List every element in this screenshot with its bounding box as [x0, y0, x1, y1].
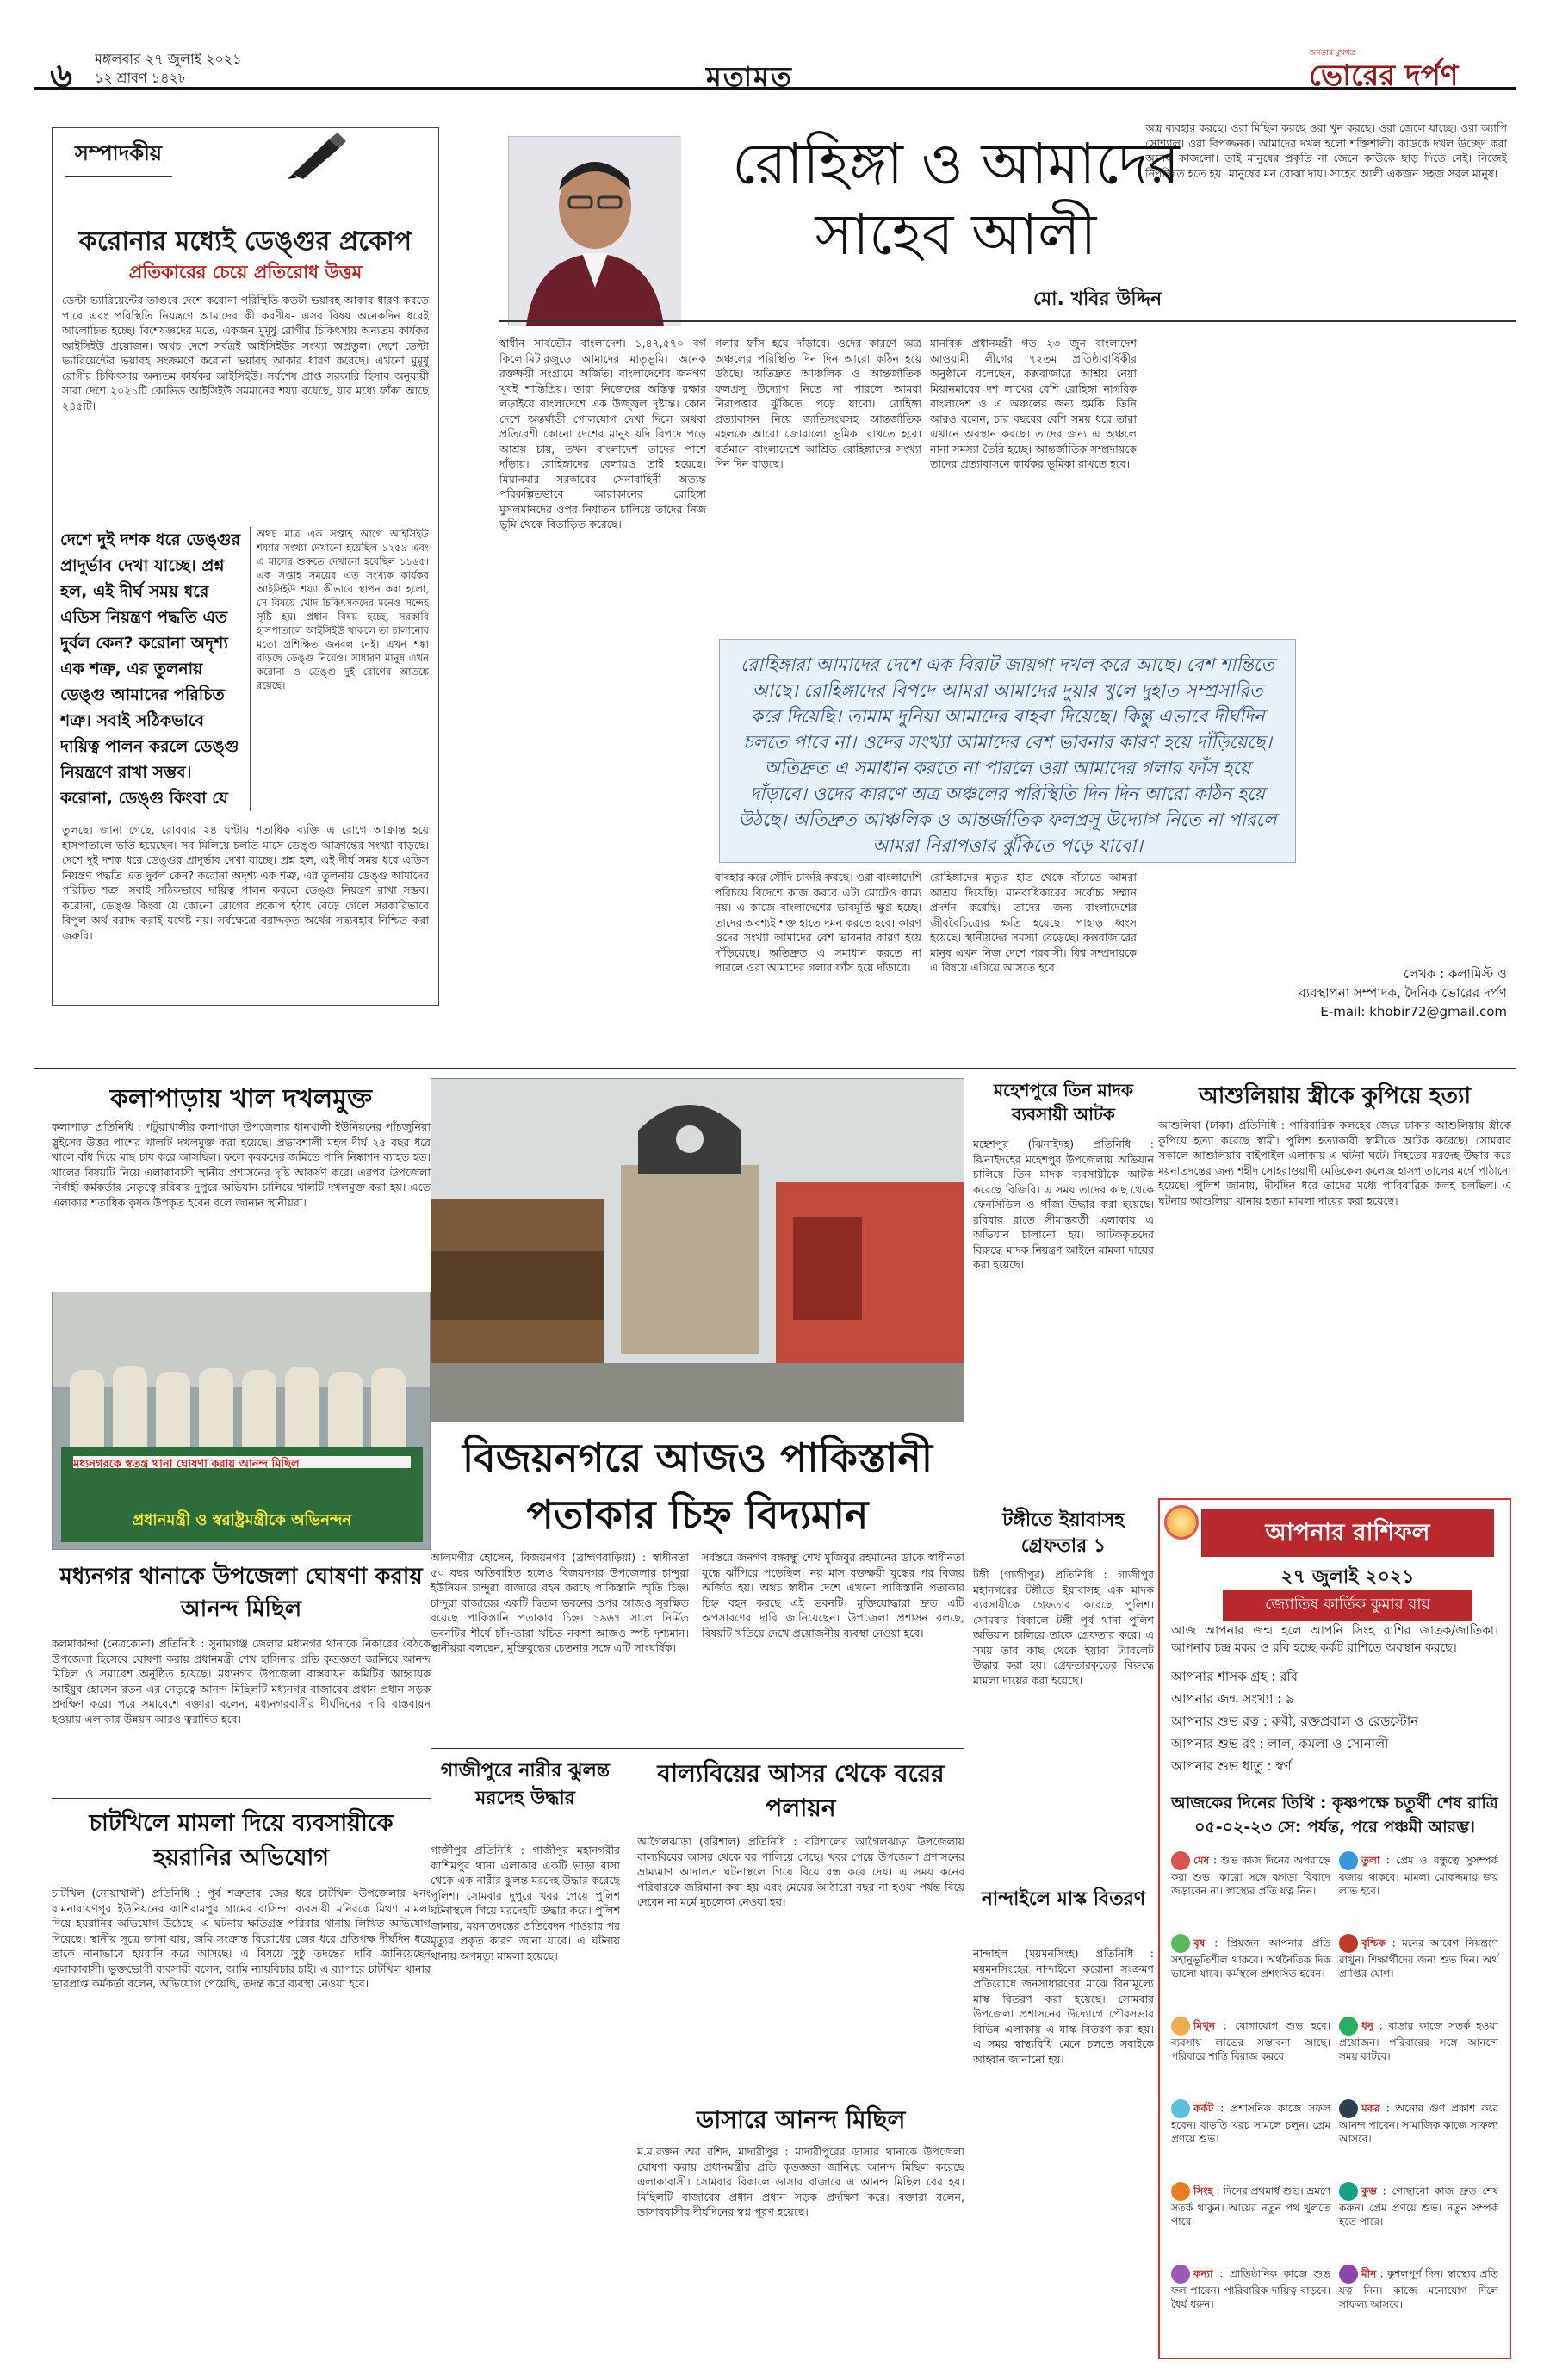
divider	[34, 1068, 1516, 1069]
rashifal-info-row: আপনার শুভ রত্ন : রুবী, রক্তপ্রবাল ও রেডস্টোন	[1171, 1714, 1419, 1729]
bijoynagar-col-2: সর্বস্তরে জনগণ বঙ্গবন্ধু শেখ মুজিবুর রহমানের ডাকে স্বাধীনতা যুদ্ধে ঝাঁপিয়ে পড়েছিল। নয় মাস রক্তক্ষয়ী যুদ্ধের পর বিজয় অর্জিত হয়। অথচ স্বাধীন দেশে এখনো পাকিস্তানি পতাকার চিহ্ন বহন করছে এই ভবনটি। মুক্তিযোদ্ধারা দ্রুত এটি অপসারণের দাবি জানিয়েছেন। উপজেলা প্রশাসন বলছে, বিষয়টি খতিয়ে দেখে প্রয়োজনীয় ব্যবস্থা নেওয়া হবে।	[702, 1551, 964, 1639]
header-date	[95, 50, 242, 88]
opinion-col-2: গলার ফাঁস হয়ে দাঁড়াবে। ওদের কারণে অত্র অঞ্চলের পরিস্থিতি দিন দিন আরো কঠিন হয়ে উঠছে। অতিদ্রুত আঞ্চলিক ও আন্তর্জাতিক ফলপ্রসূ উদ্যোগ নিতে না পারলে আমরা নিরাপত্তার ঝুঁকিতে পড়ে যাবো। রোহিঙ্গা প্রত্যাবাসন নিয়ে জাতিসংঘসহ আন্তর্জাতিক মহলকে আরো জোরালো ভূমিকা রাখতে হবে। বর্তমানে বাংলাদেশে আশ্রিত রোহিঙ্গাদের সংখ্যা দিন দিন বাড়ছে।	[715, 337, 921, 470]
masthead-name: ভোরের দর্পণ	[1309, 59, 1459, 93]
sagittarius-icon	[1339, 2017, 1358, 2036]
opinion-byline: মো. খবির উদ্দিন	[1033, 288, 1162, 310]
rashifal-astrologer: জ্যোতিষ কার্তিক কুমার রায়	[1223, 1590, 1472, 1621]
opinion-headline-line2: সাহেব আলী	[815, 201, 1097, 268]
opinion-headline	[689, 129, 1223, 270]
section-title: মতামত	[706, 60, 793, 93]
bijoynagar-photo	[431, 1078, 964, 1422]
editorial-body-3: তুলছে। জানা গেছে, রোববার ২৪ ঘণ্টায় শতাধিক ব্যক্তি এ রোগে আক্রান্ত হয়ে হাসপাতালে ভর্তি হয়েছেন। সব মিলিয়ে চলতি মাসে ডেঙ্গু আক্রান্তের সংখ্যা বাড়ছে। দেশে দুই দশক ধরে ডেঙ্গুর প্রাদুর্ভাব দেখা যাচ্ছে। প্রশ্ন হল, এই দীর্ঘ সময় ধরে এডিস নিয়ন্ত্রণ পদ্ধতি এত দুর্বল কেন? করোনা অদৃশ্য এক শত্রু, এর তুলনায় ডেঙ্গু আমাদের পরিচিত শত্রু। সবাই সঠিকভাবে দায়িত্ব পালন করলে ডেঙ্গু নিয়ন্ত্রণ রাখা সম্ভব। করোনা, ডেঙ্গু কিংবা যে কোনো রোগের প্রকোপ হঠাৎ বেড়ে গেলে সরকারিভাবে বিপুল অর্থ বরাদ্দ করাই যথেষ্ট নয়। সর্বক্ষেত্রে বরাদ্দকৃত অর্থের সদ্ব্যবহার নিশ্চিত করা জরুরি।	[62, 823, 429, 942]
opinion-col-1: স্বাধীন সার্বভৌম বাংলাদেশ। ১,৪৭,৫৭০ বর্গ কিলোমিটারজুড়ে আমাদের মাতৃভূমি। অনেক রক্তক্ষয়ী সংগ্রামে অর্জিত। বাংলাদেশের জনগণ খুবই শান্তিপ্রিয়। তারা নিজেদের অস্তিত্ব রক্ষার লড়াইয়ে বাংলাদেশে এক উজ্জ্বল দৃষ্টান্ত। কোন দেশে অন্তর্ঘাতী গোলযোগ দেখা দিলে অথবা প্রতিবেশী কোনো দেশের মানুষ যদি বিপদে পড়ে আশ্রয় চায়, তখন বাংলাদেশ তাদের পাশে দাঁড়ায়। রোহিঙ্গাদের বেলায়ও তাই হয়েছে। মিয়ানমার সরকারের সেনাবাহিনী অত্যন্ত পরিকল্পিতভাবে আরাকানের রোহিঙ্গা মুসলমানদের ওপর নির্যাতন চালিয়ে তাদের নিজ ভূমি থেকে বিতাড়িত করেছে।	[499, 337, 706, 530]
gemini-icon	[1171, 2017, 1190, 2036]
bijoynagar-col-1: আলমগীর হোসেন, বিজয়নগর (ব্রাহ্মণবাড়িয়া) : স্বাধীনতা ৫০ বছর অতিবাহিত হলেও বিজয়নগর উপজেলার চান্দুরা ইউনিয়ন চান্দুরা বাজারে বহন করছে পাকিস্তানি স্মৃতি চিহ্ন। চান্দুরা বাজারের একটি দ্বিতল ভবনের ওপর আজও সুরক্ষিত রয়েছে পাকিস্তানি পতাকার চিহ্ন। ১৯৬৭ সালে নির্মিত ভবনটির শীর্ষে চাঁদ-তারা খচিত নকশা আজও স্পষ্ট দৃশ্যমান। স্থানীয়রা বলছেন, মুক্তিযুদ্ধের চেতনার সঙ্গে এটি সাংঘর্ষিক।	[431, 1551, 689, 1654]
leo-icon	[1171, 2182, 1190, 2201]
banner-line1: মধ্যনগরকে স্বতন্ত্র থানা ঘোষণা করায় আনন্দ মিছিল	[73, 1458, 300, 1471]
opinion-col-4: অস্ত্র ব্যবহার করছে। ওরা মিছিল করছে ওরা খুন করছে। ওরা জেলে যাচ্ছে। ওরা অ্যাপি সোশ্যাল। ওরা বিপজ্জনক। আমাদের দখল হলো শক্তিশালী। কাউকে দখল উচ্ছেদ করা অনেক কাজলো। তাই মানুষের প্রকৃতি না জেনে কাউকে ছাড় দিতে নেই। নিজেই নিপজ্জিত হতে হয়। মানুষের মন বোঝা দায়। সাহেব আলী একজন সহজ সরল মানুষ।	[1145, 121, 1507, 180]
sign-tula: তুলা : প্রেম ও বন্ধুত্বে সুসম্পর্ক বজায় থাকবে। মামলা মোকদ্দমায় জয় লাভ হবে।	[1339, 1851, 1498, 1898]
editorial-body-1: ডেল্টা ভ্যারিয়েন্টের তাণ্ডবে দেশে করোনা পরিস্থিতি কতটা ভয়াবহ আকার ধারণ করতে পারে এবং পরিস্থিতি নিয়ন্ত্রণে আমাদের কী করণীয়- এসব বিষয় অনেকদিন ধরেই আলোচিত হচ্ছে। বিশেষজ্ঞদের মতে, একজন মুমূর্ষু রোগীর চিকিৎসায় অন্যতম কার্যকর আইসিইউ প্রয়োজন। অথচ দেশে সর্বত্রই আইসিইউর সংখ্যা অপ্রতুল। দেশে ডেল্টা ভ্যারিয়েন্টের ভয়াবহ সংক্রমণে করোনা ভয়াবহ আকার ধারণ করেছে। এখনো মুমূর্ষু রোগীর চিকিৎসায় অন্যতম কার্যকর আইসিইউ। সর্বশেষ প্রাপ্ত সরকারি হিসাব অনুযায়ী সারা দেশে ২০২১টি কোভিড আইসিইউ সমমানের শয্যা রয়েছে, যার মধ্যে ফাঁকা আছে ২৪৫টি।	[62, 294, 429, 412]
writer-email: E-mail: khobir72@gmail.com	[1320, 1004, 1507, 1020]
rashifal-info-list	[1171, 1665, 1498, 1777]
sign-dhanu: ধনু : বাড়ার কাজে সতর্ক হওয়া প্রয়োজন। পরিবারের সঙ্গে আনন্দে সময় কাটবে।	[1339, 2017, 1498, 2063]
aries-icon	[1171, 1851, 1190, 1870]
zodiac-sign-grid	[1171, 1851, 1498, 2351]
nandail-headline: নান্দাইলে মাস্ক বিতরণ	[981, 1887, 1146, 1910]
writer-credit	[1249, 964, 1507, 1021]
rashifal-date: ২৭ জুলাই ২০২১	[1280, 1566, 1415, 1588]
ashulia-body: আশুলিয়া (ঢাকা) প্রতিনিধি : পারিবারিক কলহের জেরে ঢাকার আশুলিয়ায় স্ত্রীকে কুপিয়ে হত্যা করেছে স্বামী। পুলিশ হত্যাকারী স্বামীকে আটক করেছে। সোমবার সকালে আশুলিয়ার বাইপাইল এলাকায় এ ঘটনা ঘটে। নিহতের মরদেহ উদ্ধার করে ময়নাতদন্তের জন্য শহীদ সোহরাওয়ার্দী মেডিকেল কলেজ হাসপাতালের মর্গে পাঠানো হয়েছে। পুলিশ জানায়, দীর্ঘদিন ধরে তাদের মধ্যে পারিবারিক কলহ চলছিল। এ ঘটনায় আশুলিয়া থানায় হত্যা মামলা দায়ের করা হয়েছে।	[1158, 1119, 1511, 1207]
opinion-col-5: বাবহার করে সৌদি চাকরি করছে। ওরা বাংলাদেশি পরিচয়ে বিদেশে কাজ করবে এটা মোটেও কাম্য নয়। এ কাজে বাংলাদেশের ভাবমূর্তি ক্ষুণ্ণ হচ্ছে। তাদের অবশ্যই শক্ত হাতে দমন করতে হবে। কারণ ওদের সংখ্যা আমাদের বেশ ভাবনার কারণ হয়ে দাঁড়িয়েছে। অতিদ্রুত এ সমাধান করতে না পারলে ওরা আমাদের গলার ফাঁস হয়ে দাঁড়াবে।	[715, 871, 921, 974]
maheshpur-body: মহেশপুর (ঝিনাইদহ) প্রতিনিধি : ঝিনাইদহের মহেশপুর উপজেলায় অভিযান চালিয়ে তিন মাদক ব্যবসায়ীকে আটক করেছে বিজিবি। এ সময় তাদের কাছ থেকে ফেনসিডিল ও গাঁজা উদ্ধার করা হয়েছে। রবিবার রাতে সীমান্তবর্তী এলাকায় এ অভিযান চালানো হয়। আটককৃতদের বিরুদ্ধে মাদক নিয়ন্ত্রণ আইনে মামলা দায়ের করা হয়েছে।	[973, 1137, 1154, 1271]
divider	[431, 1748, 964, 1749]
gazipur-body: গাজীপুর প্রতিনিধি : গাজীপুর মহানগরীর কাশিমপুর থানা এলাকার একটি ভাড়া বাসা থেকে এক নারীর ঝুলন্ত মরদেহ উদ্ধার করেছে পুলিশ। সোমবার দুপুরে খবর পেয়ে পুলিশ ঘটনাস্থলে গিয়ে মরদেহটি উদ্ধার করে। পুলিশ জানায়, ময়নাতদন্তের প্রতিবেদন পাওয়ার পর মৃত্যুর প্রকৃত কারণ জানা যাবে। এ ঘটনায় থানায় অপমৃত্যু মামলা হয়েছে।	[431, 1844, 620, 1962]
balyabibaha-headline: বাল্যবিয়ের আসর থেকে বরের পলায়ন	[657, 1759, 945, 1822]
chatkhil-headline: চাটখিলে মামলা দিয়ে ব্যবসায়ীকে হয়রানির অভিযোগ	[89, 1810, 394, 1871]
rashifal-intro: আজ আপনার জন্ম হলে আপনি সিংহ রাশির জাতক/জাতিকা। আপনার চন্দ্র মকর ও রবি হচ্ছে কর্কট রাশিতে অবস্থান করছে।	[1171, 1624, 1498, 1655]
sign-mesh: মেষ : শুভ কাজ দিনের অপরাহ্নে করা শুভ। কারো সঙ্গে ঝগড়া বিবাদে জড়াবেন না। স্বাস্থ্যের প্রতি যত্ন নিন।	[1171, 1851, 1330, 1898]
sign-meen: মীন : কুশলপূর্ণ দিন। স্বাস্থ্যের প্রতি যত্ন নিন। কাজে মনোযোগ দিলে সাফল্য আসবে।	[1339, 2265, 1498, 2311]
madhyanagar-body: কলমাকান্দা (নেত্রকোনা) প্রতিনিধি : সুনামগঞ্জ জেলার মধ্যনগর থানাকে নিকারের বৈঠকে উপজেলা হিসেবে ঘোষণা করায় প্রধানমন্ত্রী শেখ হাসিনার প্রতি কৃতজ্ঞতা জানিয়ে আনন্দ মিছিল ও সমাবেশ অনুষ্ঠিত হয়েছে। মধ্যনগর উপজেলা বাস্তবায়ন কমিটির আহ্বায়ক আইয়ুব হোসেন রতন এর নেতৃত্বে আনন্দ মিছিলটি মধ্যনগর বাজারের প্রধান প্রধান সড়ক প্রদক্ষিণ করে। পরে সমাবেশে বক্তারা বলেন, মধ্যনগরবাসীর দীর্ঘদিনের দাবি বাস্তবায়ন হওয়ায় এলাকার উন্নয়ন আরও ত্বরান্বিত হবে।	[52, 1637, 431, 1726]
sign-mithun: মিথুন : যোগাযোগ শুভ হবে। ব্যবসায় লাভের সম্ভাবনা আছে। পরিবারে শান্তি বিরাজ করবে।	[1171, 2017, 1330, 2063]
divider	[250, 527, 251, 811]
kalapara-body: কলাপাড়া প্রতিনিধি : পটুয়াখালীর কলাপাড়া উপজেলার ধানখালী ইউনিয়নের পাঁচজুনিয়া স্লুইসের উত্তর পাশের খালটি দখলমুক্ত করা হয়েছে। প্রভাবশালী মহল দীর্ঘ ২৫ বছর ধরে খালে বাঁধ দিয়ে মাছ চাষ করে আসছিল। ফলে কৃষকদের জমিতে পানি নিষ্কাশন ব্যাহত হত। খালের বিষয়টি নিয়ে এলাকাবাসী স্থানীয় প্রশাসনের দৃষ্টি আকর্ষণ করে। এরপর উপজেলা নির্বাহী কর্মকর্তার নেতৃত্বে রবিবার দুপুরে অভিযান চালিয়ে খালটি দখলমুক্ত করা হয়। এতে এলাকার শতাধিক কৃষক উপকৃত হবেন বলে জানান স্থানীয়রা।	[52, 1120, 431, 1209]
zodiac-wheel-icon	[1164, 1505, 1199, 1540]
ashulia-headline: আশুলিয়ায় স্ত্রীকে কুপিয়ে হত্যা	[1198, 1083, 1472, 1109]
protest-photo	[52, 1292, 431, 1550]
sign-kumbha: কুম্ভ : গোছানো কাজ দ্রুত শেষ করুন। প্রেম প্রণয়ে শুভ। নতুন সম্পর্ক হতে পারে।	[1339, 2182, 1498, 2228]
divider	[52, 1798, 431, 1799]
opinion-pull-quote: রোহিঙ্গারা আমাদের দেশে এক বিরাট জায়গা দখল করে আছে। বেশ শান্তিতে আছে। রোহিঙ্গাদের বিপদে আমরা আমাদের দুয়ার খুলে দুহাত সম্প্রসারিত করে দিয়েছি। তামাম দুনিয়া আমাদের বাহবা দিয়েছে। কিন্তু এভাবে দীর্ঘদিন চলতে পারে না। ওদের সংখ্যা আমাদের বেশ ভাবনার কারণ হয়ে দাঁড়িয়েছে। অতিদ্রুত এ সমাধান করতে না পারলে ওরা আমাদের গলার ফাঁস হয়ে দাঁড়াবে। ওদের কারণে অত্র অঞ্চলের পরিস্থিতি দিন দিন আরো কঠিন হয়ে উঠছে। অতিদ্রুত আঞ্চলিক ও আন্তর্জাতিক ফলপ্রসূ উদ্যোগ নিতে না পারলে আমরা নিরাপত্তার ঝুঁকিতে পড়ে যাবো।	[719, 639, 1296, 863]
dasar-body: ম.ম.রক্তন অর রশিদ, মাদারীপুর : মাদারীপুরের ডাসার থানাকে উপজেলা ঘোষণা করায় প্রধানমন্ত্রীর প্রতি কৃতজ্ঞতা জানিয়ে আনন্দ মিছিল করেছে এলাকাবাসী। সোমবার বিকালে ডাসার বাজারে এ আনন্দ মিছিল বের হয়। মিছিলটি বাজারের প্রধান প্রধান সড়ক প্রদক্ষিণ করে। বক্তারা বলেন, ডাসারবাসীর দীর্ঘদিনের স্বপ্ন পূরণ হয়েছে।	[637, 2145, 964, 2218]
pisces-icon	[1339, 2265, 1358, 2284]
kalapara-headline: কলাপাড়ায় খাল দখলমুক্ত	[109, 1084, 373, 1114]
madhyanagar-headline: মধ্যনগর থানাকে উপজেলা ঘোষণা করায় আনন্দ মিছিল	[59, 1564, 423, 1622]
cancer-icon	[1171, 2099, 1190, 2118]
gazipur-headline: গাজীপুরে নারীর ঝুলন্ত মরদেহ উদ্ধার	[440, 1759, 611, 1809]
balyabibaha-body: আগৈলঝাড়া (বরিশাল) প্রতিনিধি : বরিশালের আগৈলঝাড়া উপজেলায় বাল্যবিয়ের আসর থেকে বর পালিয়ে গেছে। খবর পেয়ে উপজেলা প্রশাসনের ভ্রাম্যমাণ আদালত ঘটনাস্থলে গিয়ে বিয়ে বন্ধ করে দেয়। এ সময় কনের পরিবারকে জরিমানা করা হয় এবং মেয়ের আঠারো বছর না হওয়া পর্যন্ত বিয়ে দেবেন না মর্মে মুচলেকা নেওয়া হয়।	[637, 1835, 964, 1908]
taurus-icon	[1171, 1934, 1190, 1953]
author-photo	[508, 136, 680, 325]
writer-credit-line1: লেখক : কলামিস্ট ও	[1403, 966, 1507, 982]
editorial-tab: সম্পাদকীয়	[65, 138, 172, 177]
sign-karkat: কর্কট : প্রশাসনিক কাজে সফল হবেন। বাড়তি খরচ সামলে চলুন। প্রেম প্রণয়ে শুভ।	[1171, 2099, 1330, 2146]
editorial-body-2: অথচ মাত্র এক সপ্তাহ আগে আইসিইউ শয্যার সংখ্যা দেখানো হয়েছিল ১২৫৯ এবং এ মাসের শুরুতে দেখানো হয়েছিল ১১৬৫। এক সপ্তাহ সময়ের এত সংখ্যক কার্যকর আইসিইউ শয্যা কীভাবে স্থাপন করা হলো, সে বিষয়ে খোদ চিকিৎসকদের মনেও সন্দেহ সৃষ্টি হয়। প্রধান বিষয় হচ্ছে, সরকারি হাসপাতালে আইসিইউ থাকলে তা চালানোর মতো প্রশিক্ষিত জনবল নেই। এখন শঙ্কা বাড়ছে ডেঙ্গু নিয়েও। সাধারণ মানুষ এখন করোনা ও ডেঙ্গু দুই রোগের আতঙ্কে রয়েছে।	[257, 528, 429, 691]
editorial-pull-quote: দেশে দুই দশক ধরে ডেঙ্গুর প্রাদুর্ভাব দেখা যাচ্ছে। প্রশ্ন হল, এই দীর্ঘ সময় ধরে এডিস নিয়ন্ত্রণ পদ্ধতি এত দুর্বল কেন? করোনা অদৃশ্য এক শত্রু, এর তুলনায় ডেঙ্গু আমাদের পরিচিত শত্রু। সবাই সঠিকভাবে দায়িত্ব পালন করলে ডেঙ্গু নিয়ন্ত্রণে রাখা সম্ভব। করোনা, ডেঙ্গু কিংবা যে	[60, 530, 241, 808]
banner-line2: প্রধানমন্ত্রী ও স্বরাষ্ট্রমন্ত্রীকে অভিনন্দন	[132, 1511, 352, 1529]
libra-icon	[1339, 1851, 1358, 1870]
opinion-headline-line1: রোহিঙ্গা ও আমাদের	[732, 131, 1180, 197]
fountain-pen-icon	[284, 129, 353, 181]
rashifal-title: আপনার রাশিফল	[1201, 1509, 1494, 1557]
sign-makar: মকর : অন্যের গুণ প্রকাশ করে আনন্দ পাবেন। সামাজিক কাজে সাফল্য আসবে।	[1339, 2099, 1498, 2146]
chatkhil-body: চাটখিল (নোয়াখালী) প্রতিনিধি : পূর্ব শত্রুতার জের ধরে চাটখিল উপজেলার ২নং রামনারায়ণপুর ইউনিয়নের কাশিরামপুর গ্রামের বাসিন্দা ব্যবসায়ী মনিরকে মিথ্যা মামলা দিয়ে হয়রানির অভিযোগ উঠেছে। এ ঘটনায় ক্ষতিগ্রস্ত পরিবার থানায় লিখিত অভিযোগ দিয়েছে। স্থানীয় সূত্রে জানা যায়, জমি সংক্রান্ত বিরোধের জের ধরে প্রতিপক্ষ দীর্ঘদিন ধরে তাকে নানাভাবে হয়রানি করে আসছে। এ বিষয়ে সুষ্ঠু তদন্তের দাবি জানিয়েছেন এলাকাবাসী। ভুক্তভোগী ব্যবসায়ী বলেন, আমি ন্যায়বিচার চাই। এ ব্যাপারে চাটখিল থানার ভারপ্রাপ্ত কর্মকর্তা বলেন, অভিযোগ পেয়েছি, তদন্ত করে ব্যবস্থা নেওয়া হবে।	[52, 1887, 431, 1990]
masthead-tagline: জনতার মুখপত্র	[1309, 49, 1356, 58]
opinion-col-3: মানবিক প্রধানমন্ত্রী গত ২৩ জুন বাংলাদেশ আওয়ামী লীগের ৭২তম প্রতিষ্ঠাবার্ষিকীর অনুষ্ঠানে বলেছেন, কক্সবাজারে আশ্রয় নেয়া মিয়ানমারের দশ লাখের বেশি রোহিঙ্গা নাগরিক বাংলাদেশ ও এ অঞ্চলের জন্য হুমকি। তিনি আরও বলেন, চার বছরের বেশি সময় ধরে তারা এখানে অবস্থান করছে। তাদের জন্য এ অঞ্চলে নানা সমস্যা তৈরি হচ্ছে। আন্তর্জাতিক সম্প্রদায়কে তাদের প্রত্যাবাসনে কার্যকর ভূমিকা রাখতে হবে।	[930, 337, 1137, 470]
bijoynagar-headline-line1: বিজয়নগরে আজও পাকিস্তানী	[462, 1435, 933, 1481]
sign-brisha: বৃষ : প্রিয়জন আপনার প্রতি সহানুভূতিশীল থাকবে। অর্থনৈতিক দিক ভালো যাবে। কর্মস্থলে প্রশংসিত হবেন।	[1171, 1934, 1330, 1980]
sign-singha: সিংহ : দিনের প্রথমার্ধ শুভ। ভ্রমণে সতর্ক থাকুন। আয়ের নতুন পথ খুলতে পারে।	[1171, 2182, 1330, 2228]
aquarius-icon	[1339, 2182, 1358, 2201]
virgo-icon	[1171, 2265, 1190, 2284]
opinion-col-6: রোহিঙ্গাদের মৃত্যুর হাত থেকে বাঁচাতে আমরা আশ্রয় দিয়েছি। মানবাধিকারের সর্বোচ্চ সম্মান প্রদর্শন করেছি। তাদের জন্য বাংলাদেশের জীববৈচিত্র্যের ক্ষতি হয়েছে। পাহাড় ধ্বংস হয়েছে। স্থানীয়দের সমস্যা বেড়েছে। কক্সবাজারের মানুষ এখন নিজ দেশে পরবাসী। বিশ্ব সম্প্রদায়কে এ বিষয়ে এগিয়ে আসতে হবে।	[930, 871, 1137, 974]
masthead-logo	[1309, 46, 1507, 93]
sign-brishchik: বৃশ্চিক : মনের আবেগ নিয়ন্ত্রণে রাখুন। শিক্ষার্থীদের জন্য শুভ দিন। অর্থ প্রাপ্তির যোগ।	[1339, 1934, 1498, 1980]
rashifal-info-row: আপনার শুভ ধাতু : স্বর্ণ	[1171, 1758, 1292, 1774]
date-gregorian: মঙ্গলবার ২৭ জুলাই ২০২১	[95, 51, 242, 67]
bijoynagar-headline-line2: পতাকার চিহ্ন বিদ্যমান	[526, 1491, 869, 1538]
maheshpur-headline: মহেশপুরে তিন মাদক ব্যবসায়ী আটক	[993, 1080, 1134, 1125]
rashifal-today-tithi: আজকের দিনের তিথি : কৃষ্ণপক্ষে চতুর্থী শেষ রাত্রি ০৫-০২-২৩ সে: পর্যন্ত, পরে পঞ্চমী আরম্ভ।	[1171, 1794, 1498, 1837]
dasar-headline: ডাসারে আনন্দ মিছিল	[696, 2105, 906, 2134]
tongi-headline: টঙ্গীতে ইয়াবাসহ গ্রেফতার ১	[1002, 1509, 1125, 1557]
page-number: ৬	[50, 56, 73, 96]
nandail-body: নান্দাইল (ময়মনসিংহ) প্রতিনিধি : ময়মনসিংহের নান্দাইলে করোনা সংক্রমণ প্রতিরোধে জনসাধারণের মাঝে বিনামূল্যে মাস্ক বিতরণ করা হয়েছে। সোমবার উপজেলা প্রশাসনের উদ্যোগে পৌরসভার বিভিন্ন এলাকায় এ মাস্ক বিতরণ করা হয়। এ সময় স্বাস্থ্যবিধি মেনে চলতে সবাইকে আহ্বান জানানো হয়।	[973, 1947, 1154, 2066]
capricorn-icon	[1339, 2099, 1358, 2118]
rashifal-info-row: আপনার শাসক গ্রহ : রবি	[1171, 1669, 1299, 1684]
rashifal-info-row: আপনার শুভ রং : লাল, কমলা ও সোনালী	[1171, 1736, 1389, 1751]
sign-kanya: কন্যা : প্রাতিষ্ঠানিক কাজে শুভ ফল পাবেন। পারিবারিক দায়িত্ব বাড়বে। ধৈর্য ধরুন।	[1171, 2265, 1330, 2311]
date-bangla: ১২ শ্রাবণ ১৪২৮	[95, 70, 188, 86]
editorial-subhead: প্রতিকারের চেয়ে প্রতিরোধ উত্তম	[128, 262, 363, 282]
bijoynagar-headline	[431, 1429, 964, 1543]
tongi-body: টঙ্গী (গাজীপুর) প্রতিনিধি : গাজীপুর মহানগরের টঙ্গীতে ইয়াবাসহ এক মাদক ব্যবসায়ীকে গ্রেফতার করেছে পুলিশ। সোমবার বিকালে টঙ্গী পূর্ব থানা পুলিশ অভিযান চালিয়ে তাকে গ্রেফতার করে। এ সময় তার কাছ থেকে ইয়াবা ট্যাবলেট উদ্ধার করা হয়। গ্রেফতারকৃতের বিরুদ্ধে মামলা দায়ের করা হয়েছে।	[973, 1568, 1154, 1687]
editorial-headline: করোনার মধ্যেই ডেঙ্গুর প্রকোপ	[78, 226, 412, 257]
writer-credit-line2: ব্যবস্থাপনা সম্পাদক, দৈনিক ভোরের দর্পণ	[1299, 985, 1507, 1001]
rashifal-info-row: আপনার জন্ম সংখ্যা : ৯	[1171, 1691, 1294, 1707]
scorpio-icon	[1339, 1934, 1358, 1953]
